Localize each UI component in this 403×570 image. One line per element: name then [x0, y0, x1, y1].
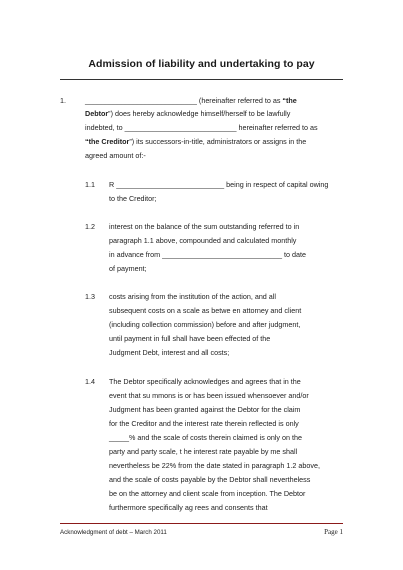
- clause-1-line-1: [85, 96, 297, 105]
- sub-1-4-line-3: Judgment has been granted against the Debtor for the claim: [109, 405, 301, 414]
- clause-1-number: 1.: [60, 96, 66, 105]
- sub-1-3-number: 1.3: [85, 292, 95, 301]
- sub-1-3-line-3: (including collection commission) before and after judgment,: [109, 320, 301, 329]
- clause-1-line-1-text: ____________________________ (hereinafter referred to as: [85, 96, 281, 105]
- clause-1-line-4-text: ”) its successors-in-title, administrators or assigns in the: [129, 137, 307, 146]
- sub-1-4-line-6: party and party scale, t he interest rate payable by me shall: [109, 447, 298, 456]
- sub-1-4-line-8: and the scale of costs payable by the Debtor shall nevertheless: [109, 475, 311, 484]
- clause-1-line-2: [85, 109, 290, 118]
- sub-1-1-number: 1.1: [85, 180, 95, 189]
- sub-1-4-line-5: _____% and the scale of costs therein claimed is only on the: [109, 433, 302, 442]
- sub-1-3-line-5: Judgment Debt, interest and all costs;: [109, 348, 230, 357]
- footer-rule: [60, 523, 343, 524]
- footer-page-number: Page 1: [324, 528, 343, 536]
- sub-1-4-line-7: nevertheless be 22% from the date stated in paragraph 1.2 above,: [109, 461, 320, 470]
- clause-1-line-4: [85, 137, 306, 146]
- sub-1-3-line-4: until payment in full shall have been effected of the: [109, 334, 271, 343]
- clause-1-line-5: agreed amount of:-: [85, 151, 146, 160]
- sub-1-3-line-1: costs arising from the institution of the action, and all: [109, 292, 276, 301]
- clause-1-line-2-text: ”) does hereby acknowledge himself/herself to be lawfully: [108, 109, 291, 118]
- clause-1-line-3: indebted, to ____________________________ hereinafter referred to as: [85, 123, 318, 132]
- title-underline: [60, 79, 343, 80]
- sub-1-2-number: 1.2: [85, 222, 95, 231]
- debtor-term-prefix: “the: [282, 96, 297, 105]
- sub-1-1-line-2: to the Creditor;: [109, 194, 157, 203]
- debtor-term: Debtor: [85, 109, 109, 118]
- creditor-term: “the Creditor: [85, 137, 130, 146]
- sub-1-4-line-4: for the Creditor and the interest rate therein reflected is only: [109, 419, 299, 428]
- sub-1-4-line-2: event that su mmons is or has been issued whensoever and/or: [109, 391, 309, 400]
- sub-1-4-line-10: furthermore specifically ag rees and consents that: [109, 503, 268, 512]
- footer-document-label: Acknowledgment of debt – March 2011: [60, 529, 167, 536]
- sub-1-2-line-1: interest on the balance of the sum outstanding referred to in: [109, 222, 300, 231]
- sub-1-2-line-2: paragraph 1.1 above, compounded and calculated monthly: [109, 236, 297, 245]
- sub-1-2-line-3: in advance from ______________________________ to date: [109, 250, 307, 259]
- sub-1-2-line-4: of payment;: [109, 264, 147, 273]
- document-title: Admission of liability and undertaking to pay: [88, 58, 315, 70]
- sub-1-4-line-1: The Debtor specifically acknowledges and agrees that in the: [109, 377, 301, 386]
- sub-1-1-line-1: R ___________________________ being in respect of capital owing: [109, 180, 329, 189]
- sub-1-3-line-2: subsequent costs on a scale as betwe en attorney and client: [109, 306, 302, 315]
- sub-1-4-number: 1.4: [85, 377, 95, 386]
- sub-1-4-line-9: be on the attorney and client scale from inception. The Debtor: [109, 489, 306, 498]
